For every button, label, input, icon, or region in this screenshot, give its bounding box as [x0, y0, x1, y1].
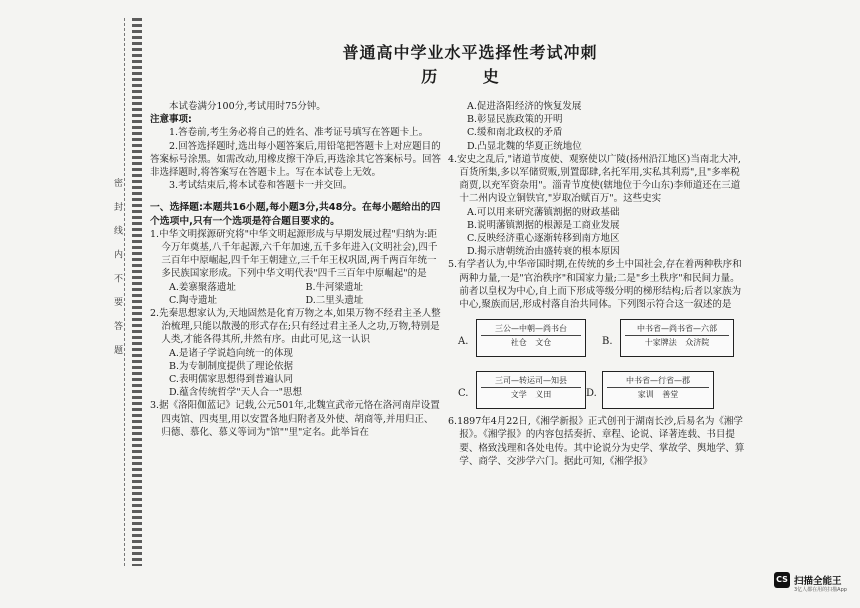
- watermark-subtitle: 3亿人都在用的扫描App: [794, 587, 847, 593]
- q2-option-d: D.蕴含传统哲学"天人合一"思想: [169, 387, 303, 399]
- q1-option-c: C.陶寺遗址: [169, 294, 217, 306]
- q5-option-c-box: [476, 371, 586, 409]
- q1-stem: 1.中华文明探源研究将"中华文明起源形成与早期发展过程"归纳为:距今万年奠基,八千年起源,六千年加速,五千多年进入(文明社会),四千三百年中原崛起,四千年王朝建立,三千年王权巩固,两千两百年统一多民族国家形成。下列中华文明代表"四千三百年中原崛起"的是: [150, 228, 438, 280]
- q5-option-c-bottom: 文学 义田: [510, 390, 552, 400]
- watermark-name: 扫描全能王: [794, 576, 842, 587]
- q5-option-a-bottom: 社仓 文仓: [510, 338, 552, 348]
- binding-stripe: [132, 18, 142, 566]
- section-1-heading: 一、选择题:本题共16小题,每小题3分,共48分。在每小题给出的四个选项中,只有一个选项是符合题目要求的。: [150, 202, 441, 227]
- q1-option-a: A.姜寨聚落遗址: [169, 281, 236, 293]
- instruction-item-2: 2.回答选择题时,选出每小题答案后,用铅笔把答题卡上对应题目的答案标号涂黑。如需改动,用橡皮擦干净后,再选涂其它答案标号。回答非选择题时,将答案写在答题卡上。写在本试卷上无效。: [150, 140, 442, 179]
- camscanner-logo-icon: CS: [774, 572, 790, 588]
- q5-stem: 5.有学者认为,中华帝国时期,在传统的乡土中国社会,存在着两种秩序和两种力量,一是"官治秩序"和国家力量;二是"乡土秩序"和民间力量。前者以皇权为中心,自上而下形成等级分明的梯形结构;后者以家族为中心,聚族而居,形成村落自治共同体。下列图示符合这一叙述的是: [448, 259, 742, 311]
- q1-option-b: B.牛河梁遗址: [305, 281, 364, 293]
- q4-option-b: B.说明藩镇割据的根源是工商业发展: [467, 219, 620, 231]
- q5-option-b-bottom: 十家牌法 众济院: [644, 338, 710, 348]
- q4-stem: 4.安史之乱后,"诸道节度使、观察使以广陵(扬州沿江地区)当南北大冲,百货所集,多以军储贸贩,别置邸肆,名托军用,实私其利焉",且"多率税商贾,以充军资杂用"。淄青节度使(辖地位于今山东)李师道还在三道十二州内设立铜铁官,"岁取冶赋百万"。这些史实: [448, 153, 741, 205]
- q4-option-d: D.揭示唐朝统治由盛转衰的根本原因: [467, 246, 620, 258]
- q3-stem: 3.据《洛阳伽蓝记》记载,公元501年,北魏宣武帝元恪在洛河南岸设置四夷馆、四夷里,用以安置各地归附者及外使、胡商等,并用归正、归德、慕化、慕义等词为"馆""里"定名。此举旨在: [150, 400, 440, 438]
- q5-option-d-bottom: 家训 善堂: [637, 390, 679, 400]
- instructions-intro: 本试卷满分100分,考试用时75分钟。: [169, 101, 326, 112]
- q4-option-c: C.反映经济重心逐渐转移到南方地区: [467, 233, 620, 245]
- q5-option-c-label: C.: [458, 388, 469, 400]
- q5-option-b-label: B.: [602, 336, 613, 348]
- q6-stem: 6.1897年4月22日,《湘学新报》正式创刊于湖南长沙,后易名为《湘学报》。《湘学报》的内容包括奏折、章程、论说、译著连载、书目提要、格致浅理和各处电传。其中论说分为史学、掌故学、舆地学、算学、商学、交涉学六门。据此可知,《湘学报》: [448, 416, 745, 467]
- seal-text: 密 封 线 内 不 要 答 题: [112, 178, 122, 361]
- exam-title: 普通高中学业水平选择性考试冲刺: [342, 43, 598, 62]
- q2-option-a: A.是诸子学说趋向统一的体现: [169, 347, 293, 359]
- q1-option-d: D.二里头遗址: [305, 294, 364, 306]
- q2-option-c: C.表明儒家思想得到普遍认同: [169, 374, 293, 386]
- left-column: [150, 100, 442, 439]
- q5-diagram-options: [448, 315, 748, 411]
- seal-dash-line: [124, 18, 125, 566]
- q5-option-d-top: 中书省—行省—郡: [607, 374, 709, 388]
- q3-option-d: D.凸显北魏的华夏正统地位: [467, 140, 582, 152]
- q5-option-d-label: D.: [586, 388, 597, 400]
- q1-options-row-1: [150, 281, 442, 294]
- q5-option-a-label: A.: [458, 336, 469, 348]
- exam-subject: 历 史: [421, 67, 519, 86]
- q3-option-c: C.缓和南北政权的矛盾: [467, 127, 563, 139]
- q2-option-b: B.为专制制度提供了理论依据: [169, 360, 294, 372]
- q3-option-b: B.彰显民族政策的开明: [467, 114, 563, 126]
- q4-option-a: A.可以用来研究藩镇割据的财政基础: [467, 206, 620, 218]
- q5-option-a-top: 三公—中朝—尚书台: [481, 322, 581, 336]
- q5-option-b-top: 中书省—尚书省—六部: [625, 322, 729, 336]
- q5-option-d-box: [602, 371, 714, 409]
- right-column: [448, 100, 748, 468]
- q5-option-a-box: [476, 319, 586, 357]
- binding-margin: [112, 18, 142, 566]
- q5-option-c-top: 三司—转运司—知县: [481, 374, 581, 388]
- q2-stem: 2.先秦思想家认为,天地固然是化育万物之本,如果万物不经君主圣人整治梳理,只能以散漫的形式存在;只有经过君主圣人之功,万物,特别是人类,才能各得其所,井然有序。由此可见,这一认识: [150, 308, 441, 346]
- q1-options-row-2: [150, 294, 442, 307]
- instruction-item-1: 1.答卷前,考生务必将自己的姓名、准考证号填写在答题卡上。: [169, 127, 429, 139]
- instruction-item-3: 3.考试结束后,将本试卷和答题卡一并交回。: [169, 180, 353, 192]
- q3-option-a: A.促进洛阳经济的恢复发展: [467, 101, 582, 112]
- q5-option-b-box: [620, 319, 734, 357]
- instructions-heading: 注意事项:: [150, 114, 192, 126]
